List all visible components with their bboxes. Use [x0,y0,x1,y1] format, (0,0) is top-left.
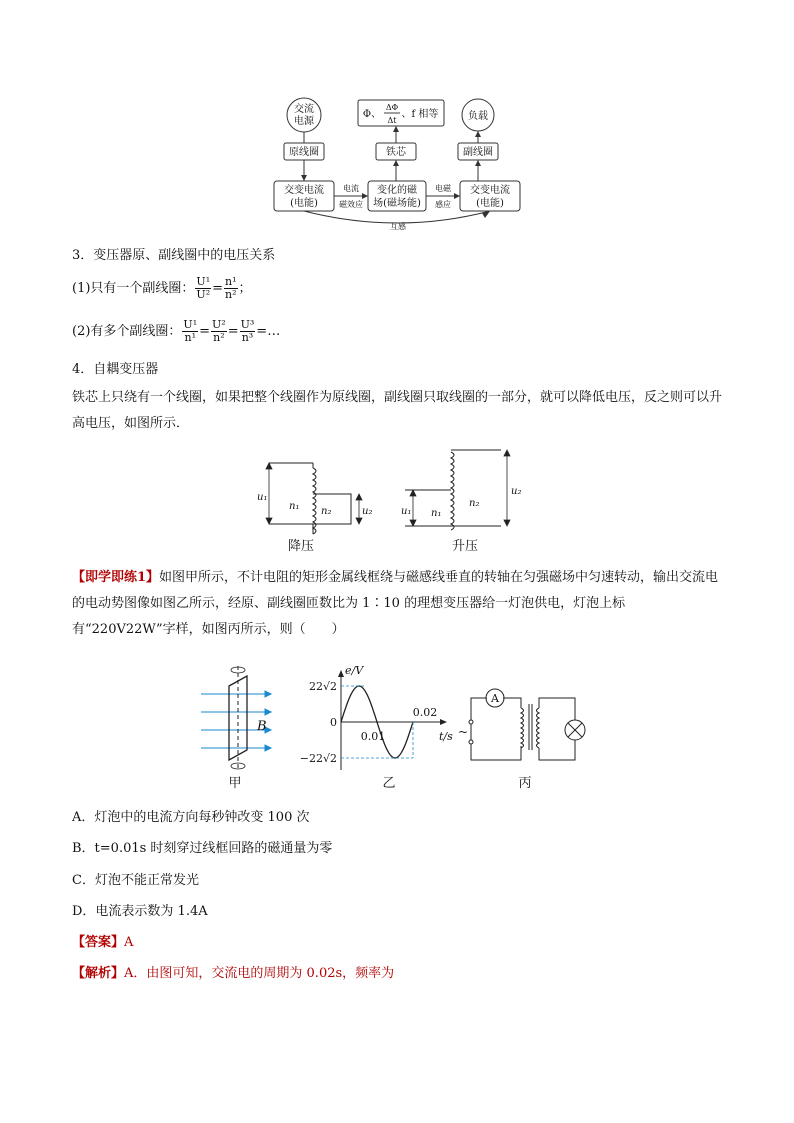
load-label: 负载 [468,111,488,122]
ac-source-symbol: ~ [457,725,469,739]
n2-symbol: n² [225,288,237,301]
mutual-induction-label: 互感 [390,222,406,231]
section-4-body: 铁芯上只绕有一个线圈，如果把整个线圈作为原线圈，副线圈只取线圈的一部分，就可以降低电压，反之则可以升高电压，如图所示． [72,390,723,431]
core-label: 铁芯 [386,147,406,158]
ac-current-primary-energy: (电能) [290,198,318,209]
y-tick-min: −22√2 [299,752,337,765]
n3-symbol: n³ [241,331,254,344]
single-secondary-prefix: (1)只有一个副线圈： [72,280,195,296]
arrow-label-em: 电磁 [435,184,451,193]
step-up-u1: u₁ [401,506,412,517]
u1-symbol: U¹ [196,275,211,288]
arrow-label-magnetic-effect: 磁效应 [339,200,363,209]
ac-current-secondary-energy: (电能) [476,198,504,209]
equals-sign: = [227,323,239,339]
equals-sign: = [199,323,211,339]
step-down-u2: u₂ [362,506,373,517]
y-tick-max: 22√2 [308,680,337,693]
transformer-energy-flow-diagram [268,95,530,235]
ac-source-label-2: 电源 [294,116,314,127]
exercise-tag: 【即学即练1】 [72,570,160,585]
y-tick-zero: 0 [330,716,337,729]
secondary-coil-label: 副线圈 [463,147,493,158]
multiple-secondary-prefix: (2)有多个副线圈： [72,323,182,339]
option-b[interactable]: B．t=0.01s 时刻穿过线框回路的磁通量为零 [72,841,333,856]
analysis-line [72,965,394,983]
step-down-u1: u₁ [257,492,268,503]
option-c[interactable]: C．灯泡不能正常发光 [72,873,199,888]
figure-yi [300,664,453,791]
arrow-label-current: 电流 [343,184,359,193]
changing-field-label-1: 变化的磁 [377,185,417,196]
ammeter-label: A [491,692,499,705]
figure-jia-caption: 甲 [228,776,242,791]
ac-current-secondary-label: 交变电流 [470,185,510,196]
multiple-secondary-relation [72,319,280,344]
analysis-text: A．由图可知，交流电的周期为 0.02s，频率为 [124,966,395,981]
figure-yi-caption: 乙 [382,776,396,791]
x-axis-label: t/s [439,730,453,743]
option-d[interactable]: D．电流表示数为 1.4A [72,904,208,919]
exercise-figures [195,660,615,795]
section-3-heading: 3．变压器原、副线圈中的电压关系 [72,248,276,263]
changing-field-label-2: 场(磁场能) [373,198,421,209]
fraction-u3-n3 [240,319,256,344]
u2-symbol: U² [212,318,226,331]
y-axis-label: e/V [345,664,364,677]
step-down-n1: n₁ [289,501,300,512]
analysis-label: 【解析】 [72,966,125,981]
flux-equal-label: 、f 相等 [401,109,439,120]
flux-delta-numerator: ΔΦ [385,103,399,112]
section-4-heading: 4．自耦变压器 [72,362,159,377]
n2-symbol: n² [213,331,225,344]
answer-value: A [124,935,134,950]
step-up-n2: n₂ [469,498,480,509]
exercise-body: 如图甲所示，不计电阻的矩形金属线框绕与磁感线垂直的转轴在匀强磁场中匀速转动，输出交流电的电动势图像如图乙所示，经原、副线圈匝数比为 1∶10 的理想变压器给一灯泡供电，灯泡上标有“220V22W”字样，如图丙所示，则（ ） [72,570,719,637]
step-up-n1: n₁ [431,508,442,519]
single-secondary-relation [72,276,252,301]
equals-sign: = [212,280,224,296]
ac-source-label-1: 交流 [294,104,314,115]
step-down-n2: n₂ [321,506,332,517]
option-a[interactable]: A．灯泡中的电流方向每秒钟改变 100 次 [72,810,310,825]
step-up-caption: 升压 [451,539,479,554]
single-secondary-suffix: ； [238,280,252,296]
answer-label: 【答案】 [72,935,125,950]
n1-symbol: n¹ [184,331,197,344]
x-tick-002: 0.02 [412,706,438,719]
fraction-u1-n1 [182,319,198,344]
x-tick-001: 0.01 [360,730,386,743]
fraction-u2-n2 [211,319,227,344]
figure-bing [469,689,585,760]
ac-current-primary-label: 交变电流 [284,185,324,196]
step-up-coil [451,452,454,530]
flux-symbol: Φ、 [362,109,382,120]
exercise-paragraph [72,565,724,643]
step-down-caption: 降压 [287,539,315,554]
u2-symbol: U² [196,288,211,301]
figure-bing-caption: 丙 [518,776,532,791]
arrow-label-induction: 感应 [435,200,451,209]
field-b-label: B [257,719,267,734]
n1-symbol: n¹ [225,275,237,288]
flux-delta-denominator: Δt [387,116,397,125]
multiple-secondary-suffix: =… [256,323,281,339]
fraction-u1-u2 [195,276,211,301]
u3-symbol: U³ [240,318,255,331]
primary-coil-label: 原线圈 [289,147,319,158]
answer-line [72,934,133,952]
fraction-n1-n2 [224,276,238,301]
autotransformer-figures [255,446,535,556]
step-up-u2: u₂ [511,486,522,497]
u1-symbol: U¹ [183,318,198,331]
figure-jia [201,666,271,791]
